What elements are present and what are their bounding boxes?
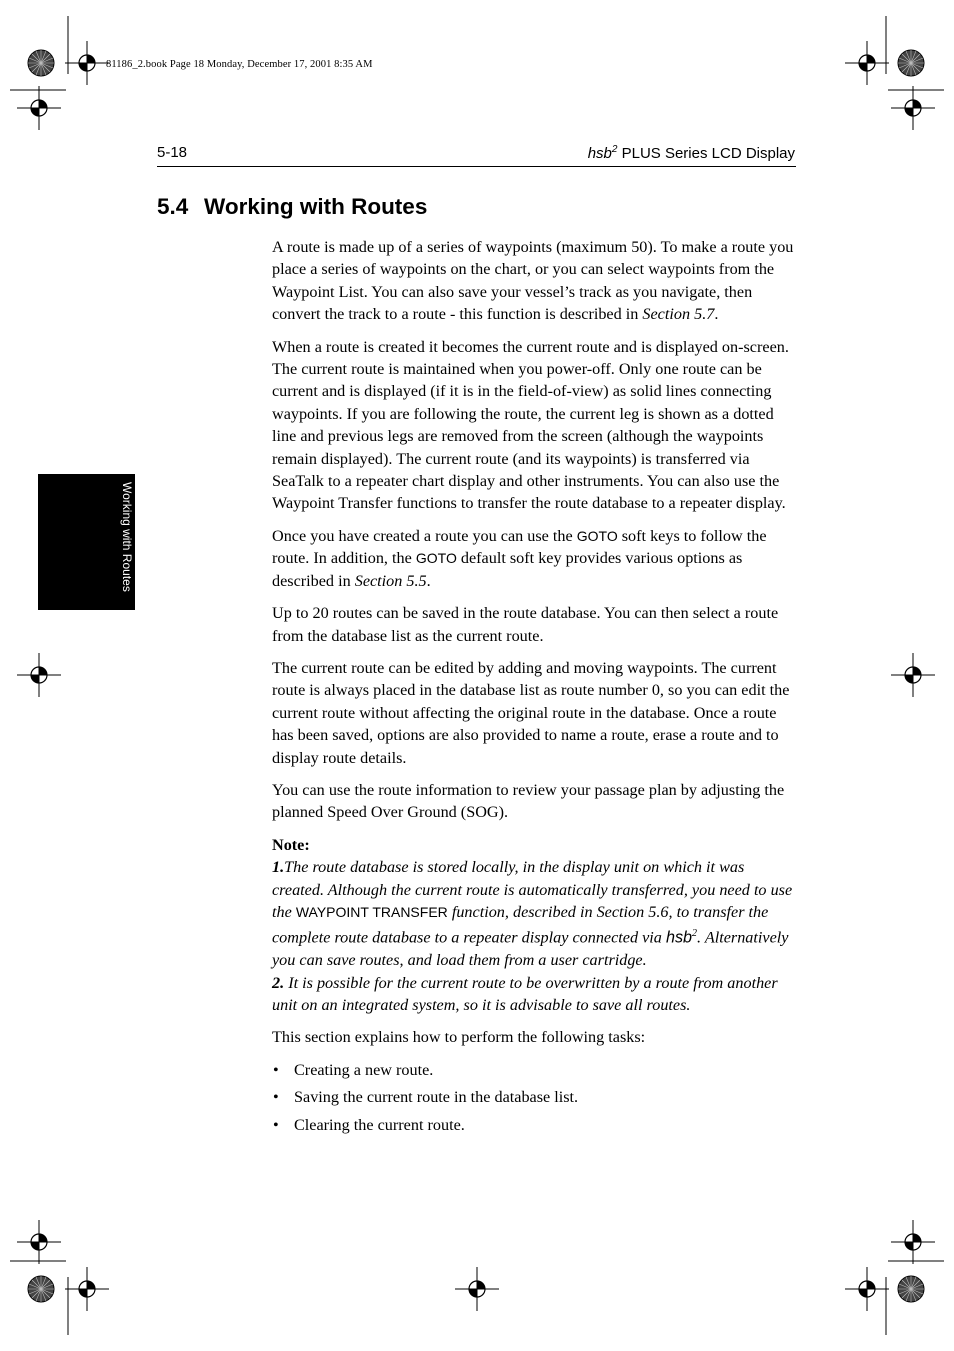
note-text: function, described in Section 5.6, to transfer the complete route database to a repeater display connected via [272,902,769,947]
tasks-intro: This section explains how to perform the following tasks: [272,1028,646,1047]
product-prefix: hsb [587,145,612,162]
paragraph-goto [272,525,794,592]
product-name-rest: PLUS Series LCD Display [617,145,795,162]
paragraph-text: default soft key provides various options as described in [272,549,743,590]
paragraph-text: Once you have created a route you can use the [272,526,577,545]
section-reference: Section 5.5 [354,571,427,590]
thumb-tab-label: Working with Routes [120,482,134,592]
goto-softkey-label: GOTO [576,527,618,544]
chapter-thumb-tab [38,474,135,610]
hsb-label: hsb [665,928,693,947]
page-number: 5-18 [157,144,188,161]
paragraph-route-database: Up to 20 routes can be saved in the route database. You can then select a route from the database list as the current route. [272,604,779,645]
section-number: 5.4 [157,194,189,219]
punctuation: . [714,305,719,324]
paragraph-current-route: When a route is created it becomes the current route and is displayed on-screen. The current route is maintained when you power-off. Only one route can be current and is displayed (if it is in the field-of-view) as solid lines connecting waypoints. If you are following the route, the current leg is shown as a dotted line and previous legs are removed from the screen (although the waypoints remain displayed). The current route (and its waypoints) is transferred via SeaTalk to a repeater chart display and other instruments. You can also use the Waypoint Transfer functions to transfer the route database to a repeater display. [272,337,789,513]
note-label: Note: [272,835,310,854]
note-text: It is possible for the current route to be overwritten by a route from another unit on an integrated system, so it is advisable to save all routes. [272,973,778,1014]
print-slug: 81186_2.book Page 18 Monday, December 17, 2001 8:35 AM [106,59,373,70]
note-number: 2. [272,973,285,992]
paragraph-text: soft keys to follow the route. In addition, the [272,526,767,568]
section-heading [157,194,427,220]
section-title: Working with Routes [204,194,428,219]
paragraph-passage-plan: You can use the route information to review your passage plan by adjusting the planned Speed Over Ground (SOG). [272,780,785,822]
task-list [272,1059,794,1136]
body-text [272,236,794,1141]
paragraph-intro [272,236,794,326]
paragraph-editing: The current route can be edited by adding and moving waypoints. The current route is always placed in the database list as route number 0, so you can edit the current route without affecting the original route in the database. Once a route has been saved, options are also provided to name a route, erase a route and to display route details. [272,658,790,767]
running-header-title [588,144,795,162]
paragraph-text: A route is made up of a series of waypoints (maximum 50). To make a route you place a series of waypoints on the chart, or you can select waypoints from the Waypoint List. You can also save your vessel’s track as you navigate, then convert the track to a route - this function is described in [272,238,794,324]
list-item: • Clearing the current route. [272,1114,794,1136]
product-superscript: 2 [611,144,618,155]
section-reference: Section 5.7 [642,305,715,324]
note-block [272,834,794,1017]
list-item: • Saving the current route in the database list. [272,1086,794,1108]
punctuation: . [426,571,431,590]
goto-softkey-label: GOTO [415,550,457,567]
hsb-superscript: 2 [692,928,698,940]
note-text: The route database is stored locally, in the display unit on which it was created. Although the current route is automatically transferred, you need to use the [272,858,793,921]
list-item: • Creating a new route. [272,1059,794,1081]
note-item-2 [272,972,794,1017]
waypoint-transfer-label: WAYPOINT TRANSFER [295,903,448,920]
note-text: . Alternatively you can save routes, and load them from a user cartridge. [272,928,789,970]
header-rule [157,166,796,167]
note-number: 1. [272,858,285,877]
note-item-1 [272,856,794,971]
